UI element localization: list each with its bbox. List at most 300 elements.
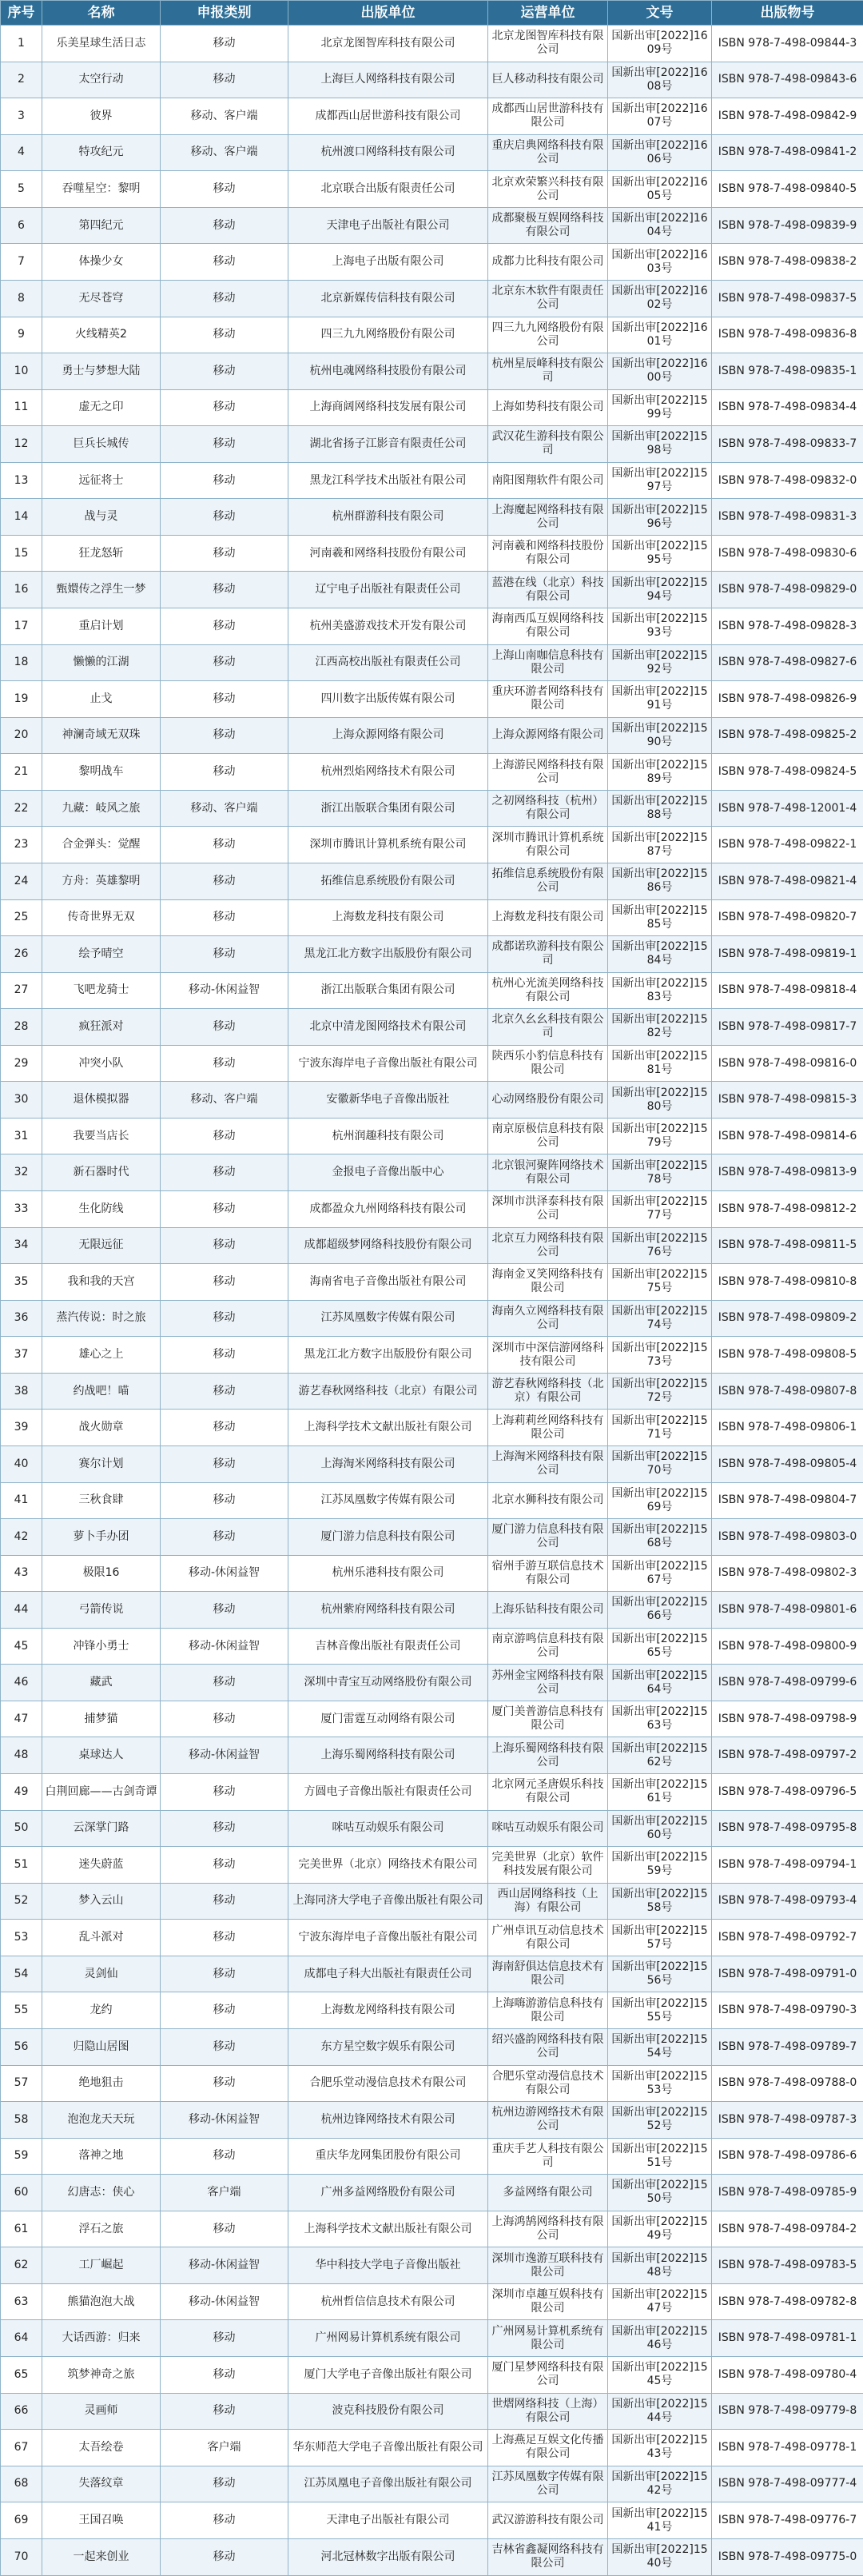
cell-operator: 之初网络科技（杭州）有限公司 [488, 790, 608, 827]
cell-number: 63 [1, 2283, 42, 2320]
cell-publisher: 合肥乐堂动漫信息技术有限公司 [288, 2065, 488, 2102]
cell-isbn: ISBN 978-7-498-09786-6 [712, 2138, 863, 2175]
table-row [1, 98, 863, 135]
cell-isbn: ISBN 978-7-498-09791-0 [712, 1956, 863, 1992]
table-row [1, 280, 863, 317]
cell-number: 18 [1, 644, 42, 681]
table-row [1, 2357, 863, 2394]
table-row [1, 1045, 863, 1082]
cell-isbn: ISBN 978-7-498-09798-9 [712, 1701, 863, 1737]
cell-operator: 陕西乐小豹信息科技有限公司 [488, 1045, 608, 1082]
cell-document-no: 国新出审[2022]1550号 [608, 2175, 712, 2211]
cell-publisher: 上海数龙科技有限公司 [288, 899, 488, 936]
cell-publisher: 波克科技股份有限公司 [288, 2393, 488, 2430]
table-row [1, 244, 863, 281]
cell-operator: 海南舒俱达信息技术有限公司 [488, 1956, 608, 1992]
table-row [1, 499, 863, 536]
table-row [1, 2175, 863, 2211]
cell-isbn: ISBN 978-7-498-09777-4 [712, 2466, 863, 2502]
cell-isbn: ISBN 978-7-498-09789-7 [712, 2028, 863, 2065]
cell-isbn: ISBN 978-7-498-09833-7 [712, 426, 863, 463]
cell-publisher: 江西高校出版社有限责任公司 [288, 644, 488, 681]
cell-number: 46 [1, 1665, 42, 1701]
table-row [1, 2502, 863, 2539]
cell-name: 泡泡龙天天玩 [42, 2102, 161, 2139]
cell-operator: 拓维信息系统股份有限公司 [488, 863, 608, 899]
cell-category: 移动 [161, 1956, 288, 1992]
cell-operator: 北京互力网络科技有限公司 [488, 1227, 608, 1264]
cell-operator: 北京网元圣唐娱乐科技有限公司 [488, 1774, 608, 1811]
cell-publisher: 天津电子出版社有限公司 [288, 207, 488, 244]
cell-operator: 重庆启典网络科技有限公司 [488, 134, 608, 171]
cell-number: 62 [1, 2247, 42, 2284]
cell-category: 移动 [161, 2538, 288, 2575]
cell-isbn: ISBN 978-7-498-09782-8 [712, 2283, 863, 2320]
table-row [1, 1482, 863, 1519]
cell-number: 48 [1, 1737, 42, 1774]
cell-publisher: 宁波东海岸电子音像出版社有限公司 [288, 1920, 488, 1956]
cell-name: 萝卜手办团 [42, 1519, 161, 1556]
cell-operator: 厦门星梦网络科技有限公司 [488, 2357, 608, 2394]
cell-document-no: 国新出审[2022]1541号 [608, 2502, 712, 2539]
cell-category: 移动 [161, 2393, 288, 2430]
cell-category: 移动 [161, 2466, 288, 2502]
cell-publisher: 上海巨人网络科技有限公司 [288, 62, 488, 98]
cell-name: 特攻纪元 [42, 134, 161, 171]
table-row [1, 681, 863, 718]
cell-name: 约战吧！喵 [42, 1373, 161, 1410]
cell-isbn: ISBN 978-7-498-09836-8 [712, 317, 863, 353]
cell-isbn: ISBN 978-7-498-09838-2 [712, 244, 863, 281]
cell-isbn: ISBN 978-7-498-09787-3 [712, 2102, 863, 2139]
cell-category: 移动 [161, 426, 288, 463]
cell-isbn: ISBN 978-7-498-09810-8 [712, 1264, 863, 1301]
cell-publisher: 厦门雷霆互动网络有限公司 [288, 1701, 488, 1737]
cell-category: 移动 [161, 1300, 288, 1337]
cell-document-no: 国新出审[2022]1585号 [608, 899, 712, 936]
table-row [1, 62, 863, 98]
cell-document-no: 国新出审[2022]1547号 [608, 2283, 712, 2320]
cell-publisher: 杭州紫府网络科技有限公司 [288, 1592, 488, 1629]
cell-name: 捕梦猫 [42, 1701, 161, 1737]
cell-category: 移动 [161, 462, 288, 499]
cell-publisher: 游艺春秋网络科技（北京）有限公司 [288, 1373, 488, 1410]
cell-publisher: 上海科学技术文献出版社有限公司 [288, 2211, 488, 2247]
cell-category: 移动-休闲益智 [161, 972, 288, 1009]
cell-operator: 厦门游力信息科技有限公司 [488, 1519, 608, 1556]
cell-publisher: 杭州乐港科技有限公司 [288, 1555, 488, 1592]
cell-operator: 重庆环游者网络科技有限公司 [488, 681, 608, 718]
cell-document-no: 国新出审[2022]1583号 [608, 972, 712, 1009]
cell-operator: 上海山南咖信息科技有限公司 [488, 644, 608, 681]
table-row [1, 1300, 863, 1337]
table-row [1, 1592, 863, 1629]
cell-isbn: ISBN 978-7-498-09824-5 [712, 754, 863, 791]
cell-operator: 成都聚极互娱网络科技有限公司 [488, 207, 608, 244]
cell-name: 浮石之旅 [42, 2211, 161, 2247]
cell-operator: 成都西山居世游科技有限公司 [488, 98, 608, 135]
cell-document-no: 国新出审[2022]1559号 [608, 1847, 712, 1884]
cell-number: 44 [1, 1592, 42, 1629]
cell-name: 懒懒的江湖 [42, 644, 161, 681]
table-row [1, 1883, 863, 1920]
cell-isbn: ISBN 978-7-498-09799-6 [712, 1665, 863, 1701]
cell-name: 无尽苍穹 [42, 280, 161, 317]
cell-number: 41 [1, 1482, 42, 1519]
cell-document-no: 国新出审[2022]1582号 [608, 1009, 712, 1046]
cell-name: 桌球达人 [42, 1737, 161, 1774]
cell-number: 35 [1, 1264, 42, 1301]
table-row [1, 1373, 863, 1410]
cell-name: 战与灵 [42, 499, 161, 536]
cell-category: 移动 [161, 244, 288, 281]
cell-document-no: 国新出审[2022]1603号 [608, 244, 712, 281]
cell-name: 神澜奇域无双珠 [42, 717, 161, 754]
cell-number: 61 [1, 2211, 42, 2247]
cell-publisher: 厦门大学电子音像出版社有限公司 [288, 2357, 488, 2394]
cell-operator: 北京欢荣繁兴科技有限公司 [488, 171, 608, 208]
cell-publisher: 北京中清龙图网络技术有限公司 [288, 1009, 488, 1046]
cell-number: 19 [1, 681, 42, 718]
cell-document-no: 国新出审[2022]1607号 [608, 98, 712, 135]
cell-isbn: ISBN 978-7-498-09775-0 [712, 2538, 863, 2575]
cell-document-no: 国新出审[2022]1606号 [608, 134, 712, 171]
cell-number: 57 [1, 2065, 42, 2102]
cell-document-no: 国新出审[2022]1544号 [608, 2393, 712, 2430]
cell-category: 移动、客户端 [161, 134, 288, 171]
cell-operator: 咪咕互动娱乐有限公司 [488, 1810, 608, 1847]
cell-name: 赛尔计划 [42, 1446, 161, 1482]
cell-category: 移动 [161, 1847, 288, 1884]
cell-operator: 成都诺玖游科技有限公司 [488, 936, 608, 973]
cell-isbn: ISBN 978-7-498-09781-1 [712, 2320, 863, 2357]
cell-operator: 上海莉莉丝网络科技有限公司 [488, 1410, 608, 1446]
cell-operator: 苏州金宝网络科技有限公司 [488, 1665, 608, 1701]
cell-operator: 南阳图翔软件有限公司 [488, 462, 608, 499]
cell-operator: 北京水狮科技有限公司 [488, 1482, 608, 1519]
cell-category: 移动 [161, 644, 288, 681]
cell-operator: 南京原极信息科技有限公司 [488, 1118, 608, 1154]
table-row [1, 2211, 863, 2247]
table-row [1, 1410, 863, 1446]
cell-name: 传奇世界无双 [42, 899, 161, 936]
cell-operator: 海南金叉笑网络科技有限公司 [488, 1264, 608, 1301]
table-row [1, 2028, 863, 2065]
cell-name: 蒸汽传说：时之旅 [42, 1300, 161, 1337]
cell-document-no: 国新出审[2022]1574号 [608, 1300, 712, 1337]
table-row [1, 1810, 863, 1847]
table-row [1, 1227, 863, 1264]
cell-document-no: 国新出审[2022]1594号 [608, 572, 712, 608]
cell-category: 移动 [161, 1482, 288, 1519]
cell-category: 移动 [161, 1665, 288, 1701]
cell-category: 移动 [161, 207, 288, 244]
cell-isbn: ISBN 978-7-498-09828-3 [712, 608, 863, 645]
cell-publisher: 广州网易计算机系统有限公司 [288, 2320, 488, 2357]
cell-document-no: 国新出审[2022]1561号 [608, 1774, 712, 1811]
cell-name: 灵剑仙 [42, 1956, 161, 1992]
header-cell-isbn: 出版物号 [712, 1, 863, 26]
cell-operator: 游艺春秋网络科技（北京）有限公司 [488, 1373, 608, 1410]
cell-number: 43 [1, 1555, 42, 1592]
cell-number: 21 [1, 754, 42, 791]
cell-document-no: 国新出审[2022]1587号 [608, 827, 712, 863]
cell-isbn: ISBN 978-7-498-09796-5 [712, 1774, 863, 1811]
cell-operator: 上海鸿鹄网络科技有限公司 [488, 2211, 608, 2247]
table-row [1, 717, 863, 754]
cell-isbn: ISBN 978-7-498-09785-9 [712, 2175, 863, 2211]
cell-document-no: 国新出审[2022]1570号 [608, 1446, 712, 1482]
table-row [1, 171, 863, 208]
table-row [1, 2320, 863, 2357]
table-row [1, 2466, 863, 2502]
cell-isbn: ISBN 978-7-498-09795-8 [712, 1810, 863, 1847]
table-row [1, 1628, 863, 1665]
cell-name: 第四纪元 [42, 207, 161, 244]
cell-category: 移动 [161, 1810, 288, 1847]
cell-operator: 武汉花生游科技有限公司 [488, 426, 608, 463]
cell-category: 移动 [161, 1337, 288, 1374]
cell-operator: 成都力比科技有限公司 [488, 244, 608, 281]
cell-operator: 吉林省鑫凝网络科技有限公司 [488, 2538, 608, 2575]
cell-name: 甄嬛传之浮生一梦 [42, 572, 161, 608]
table-row [1, 972, 863, 1009]
cell-publisher: 江苏凤凰数字传媒有限公司 [288, 1300, 488, 1337]
cell-category: 移动 [161, 26, 288, 62]
cell-category: 移动 [161, 2138, 288, 2175]
cell-number: 25 [1, 899, 42, 936]
cell-operator: 广州卓讯互动信息技术有限公司 [488, 1920, 608, 1956]
cell-isbn: ISBN 978-7-498-09827-6 [712, 644, 863, 681]
cell-isbn: ISBN 978-7-498-09805-4 [712, 1446, 863, 1482]
cell-category: 移动 [161, 2028, 288, 2065]
cell-number: 6 [1, 207, 42, 244]
table-row [1, 317, 863, 353]
cell-name: 筑梦神奇之旅 [42, 2357, 161, 2394]
cell-name: 藏武 [42, 1665, 161, 1701]
cell-document-no: 国新出审[2022]1552号 [608, 2102, 712, 2139]
table-row [1, 754, 863, 791]
cell-isbn: ISBN 978-7-498-09830-6 [712, 535, 863, 572]
cell-category: 移动 [161, 171, 288, 208]
cell-isbn: ISBN 978-7-498-09815-3 [712, 1082, 863, 1119]
cell-publisher: 辽宁电子出版社有限责任公司 [288, 572, 488, 608]
cell-publisher: 华东师范大学电子音像出版社有限公司 [288, 2430, 488, 2466]
cell-name: 重启计划 [42, 608, 161, 645]
cell-category: 移动、客户端 [161, 98, 288, 135]
cell-operator: 深圳市腾讯计算机系统有限公司 [488, 827, 608, 863]
cell-document-no: 国新出审[2022]1560号 [608, 1810, 712, 1847]
cell-publisher: 河北冠林数字出版有限公司 [288, 2538, 488, 2575]
cell-document-no: 国新出审[2022]1564号 [608, 1665, 712, 1701]
cell-isbn: ISBN 978-7-498-09843-6 [712, 62, 863, 98]
cell-number: 3 [1, 98, 42, 135]
cell-name: 吞噬星空：黎明 [42, 171, 161, 208]
cell-number: 38 [1, 1373, 42, 1410]
cell-number: 42 [1, 1519, 42, 1556]
cell-operator: 江苏凤凰数字传媒有限公司 [488, 2466, 608, 2502]
cell-category: 移动 [161, 1701, 288, 1737]
cell-category: 移动-休闲益智 [161, 1555, 288, 1592]
cell-isbn: ISBN 978-7-498-09816-0 [712, 1045, 863, 1082]
cell-isbn: ISBN 978-7-498-09794-1 [712, 1847, 863, 1884]
cell-name: 白荆回廊——古剑奇谭 [42, 1774, 161, 1811]
cell-isbn: ISBN 978-7-498-09839-9 [712, 207, 863, 244]
cell-isbn: ISBN 978-7-498-09803-0 [712, 1519, 863, 1556]
cell-number: 31 [1, 1118, 42, 1154]
cell-publisher: 杭州群游科技有限公司 [288, 499, 488, 536]
cell-document-no: 国新出审[2022]1558号 [608, 1883, 712, 1920]
cell-isbn: ISBN 978-7-498-09832-0 [712, 462, 863, 499]
cell-publisher: 天津电子出版社有限公司 [288, 2502, 488, 2539]
cell-operator: 西山居网络科技（上海）有限公司 [488, 1883, 608, 1920]
cell-operator: 多益网络有限公司 [488, 2175, 608, 2211]
cell-publisher: 深圳中青宝互动网络股份有限公司 [288, 1665, 488, 1701]
cell-publisher: 浙江出版联合集团有限公司 [288, 972, 488, 1009]
cell-document-no: 国新出审[2022]1608号 [608, 62, 712, 98]
cell-document-no: 国新出审[2022]1584号 [608, 936, 712, 973]
cell-operator: 北京银河聚阵网络技术有限公司 [488, 1154, 608, 1191]
cell-number: 10 [1, 353, 42, 390]
cell-isbn: ISBN 978-7-498-09792-7 [712, 1920, 863, 1956]
cell-operator: 海南久立网络科技有限公司 [488, 1300, 608, 1337]
cell-publisher: 华中科技大学电子音像出版社 [288, 2247, 488, 2284]
cell-isbn: ISBN 978-7-498-09844-3 [712, 26, 863, 62]
cell-number: 49 [1, 1774, 42, 1811]
cell-number: 12 [1, 426, 42, 463]
cell-category: 移动 [161, 1045, 288, 1082]
cell-isbn: ISBN 978-7-498-09841-2 [712, 134, 863, 171]
cell-category: 移动-休闲益智 [161, 2247, 288, 2284]
cell-document-no: 国新出审[2022]1540号 [608, 2538, 712, 2575]
cell-number: 13 [1, 462, 42, 499]
cell-category: 移动 [161, 2502, 288, 2539]
cell-publisher: 完美世界（北京）网络技术有限公司 [288, 1847, 488, 1884]
cell-document-no: 国新出审[2022]1601号 [608, 317, 712, 353]
cell-publisher: 黑龙江北方数字出版股份有限公司 [288, 936, 488, 973]
cell-name: 我要当店长 [42, 1118, 161, 1154]
cell-name: 王国召唤 [42, 2502, 161, 2539]
cell-document-no: 国新出审[2022]1588号 [608, 790, 712, 827]
cell-name: 失落纹章 [42, 2466, 161, 2502]
cell-isbn: ISBN 978-7-498-09797-2 [712, 1737, 863, 1774]
table-row [1, 1737, 863, 1774]
cell-number: 29 [1, 1045, 42, 1082]
cell-publisher: 杭州渡口网络科技有限公司 [288, 134, 488, 171]
cell-publisher: 黑龙江北方数字出版股份有限公司 [288, 1337, 488, 1374]
cell-publisher: 杭州润趣科技有限公司 [288, 1118, 488, 1154]
cell-operator: 武汉游游科技有限公司 [488, 2502, 608, 2539]
cell-name: 战火勋章 [42, 1410, 161, 1446]
cell-number: 47 [1, 1701, 42, 1737]
cell-name: 熊猫泡泡大战 [42, 2283, 161, 2320]
cell-document-no: 国新出审[2022]1554号 [608, 2028, 712, 2065]
cell-isbn: ISBN 978-7-498-09779-8 [712, 2393, 863, 2430]
cell-publisher: 河南羲和网络科技股份有限公司 [288, 535, 488, 572]
cell-publisher: 宁波东海岸电子音像出版社有限公司 [288, 1045, 488, 1082]
cell-isbn: ISBN 978-7-498-09819-1 [712, 936, 863, 973]
cell-number: 67 [1, 2430, 42, 2466]
cell-operator: 上海如势科技有限公司 [488, 389, 608, 426]
cell-category: 移动 [161, 1920, 288, 1956]
table-row [1, 2247, 863, 2284]
cell-document-no: 国新出审[2022]1566号 [608, 1592, 712, 1629]
cell-publisher: 上海科学技术文献出版社有限公司 [288, 1410, 488, 1446]
cell-operator: 上海燕足互娱文化传播有限公司 [488, 2430, 608, 2466]
cell-number: 4 [1, 134, 42, 171]
cell-operator: 世熠网络科技（上海）有限公司 [488, 2393, 608, 2430]
table-row [1, 1191, 863, 1228]
cell-publisher: 四川数字出版传媒有限公司 [288, 681, 488, 718]
cell-publisher: 黑龙江科学技术出版社有限公司 [288, 462, 488, 499]
cell-number: 69 [1, 2502, 42, 2539]
cell-number: 34 [1, 1227, 42, 1264]
cell-isbn: ISBN 978-7-498-09780-4 [712, 2357, 863, 2394]
cell-category: 移动、客户端 [161, 790, 288, 827]
cell-isbn: ISBN 978-7-498-09826-9 [712, 681, 863, 718]
cell-isbn: ISBN 978-7-498-09809-2 [712, 1300, 863, 1337]
cell-category: 移动 [161, 863, 288, 899]
cell-isbn: ISBN 978-7-498-09840-5 [712, 171, 863, 208]
cell-document-no: 国新出审[2022]1589号 [608, 754, 712, 791]
cell-isbn: ISBN 978-7-498-12001-4 [712, 790, 863, 827]
cell-operator: 宿州手游互联信息技术有限公司 [488, 1555, 608, 1592]
cell-operator: 上海众源网络有限公司 [488, 717, 608, 754]
cell-name: 方舟：英雄黎明 [42, 863, 161, 899]
table-row [1, 207, 863, 244]
table-row [1, 1519, 863, 1556]
cell-operator: 蓝港在线（北京）科技有限公司 [488, 572, 608, 608]
cell-name: 飞吧龙骑士 [42, 972, 161, 1009]
cell-operator: 北京龙图智库科技有限公司 [488, 26, 608, 62]
cell-category: 移动-休闲益智 [161, 1628, 288, 1665]
cell-document-no: 国新出审[2022]1567号 [608, 1555, 712, 1592]
cell-category: 移动 [161, 1883, 288, 1920]
cell-name: 我和我的天宫 [42, 1264, 161, 1301]
header-cell-publisher: 出版单位 [288, 1, 488, 26]
cell-category: 移动 [161, 1519, 288, 1556]
cell-publisher: 深圳市腾讯计算机系统有限公司 [288, 827, 488, 863]
cell-number: 17 [1, 608, 42, 645]
cell-category: 移动 [161, 353, 288, 390]
cell-operator: 杭州星辰峰科技有限公司 [488, 353, 608, 390]
cell-document-no: 国新出审[2022]1565号 [608, 1628, 712, 1665]
cell-category: 移动 [161, 1009, 288, 1046]
cell-document-no: 国新出审[2022]1590号 [608, 717, 712, 754]
cell-category: 移动 [161, 2320, 288, 2357]
cell-name: 龙约 [42, 1992, 161, 2029]
cell-number: 51 [1, 1847, 42, 1884]
table-row [1, 2283, 863, 2320]
cell-name: 大话西游：归来 [42, 2320, 161, 2357]
cell-document-no: 国新出审[2022]1545号 [608, 2357, 712, 2394]
cell-category: 移动 [161, 1446, 288, 1482]
cell-number: 40 [1, 1446, 42, 1482]
cell-name: 新石器时代 [42, 1154, 161, 1191]
cell-document-no: 国新出审[2022]1604号 [608, 207, 712, 244]
cell-publisher: 安徽新华电子音像出版社 [288, 1082, 488, 1119]
table-row [1, 353, 863, 390]
cell-operator: 深圳市逸游互联科技有限公司 [488, 2247, 608, 2284]
cell-document-no: 国新出审[2022]1609号 [608, 26, 712, 62]
cell-document-no: 国新出审[2022]1562号 [608, 1737, 712, 1774]
cell-category: 移动 [161, 317, 288, 353]
cell-operator: 深圳市洪泽泰科技有限公司 [488, 1191, 608, 1228]
cell-category: 移动 [161, 280, 288, 317]
table-row [1, 2538, 863, 2575]
cell-name: 绘予晴空 [42, 936, 161, 973]
cell-operator: 海南西瓜互娱网络科技有限公司 [488, 608, 608, 645]
